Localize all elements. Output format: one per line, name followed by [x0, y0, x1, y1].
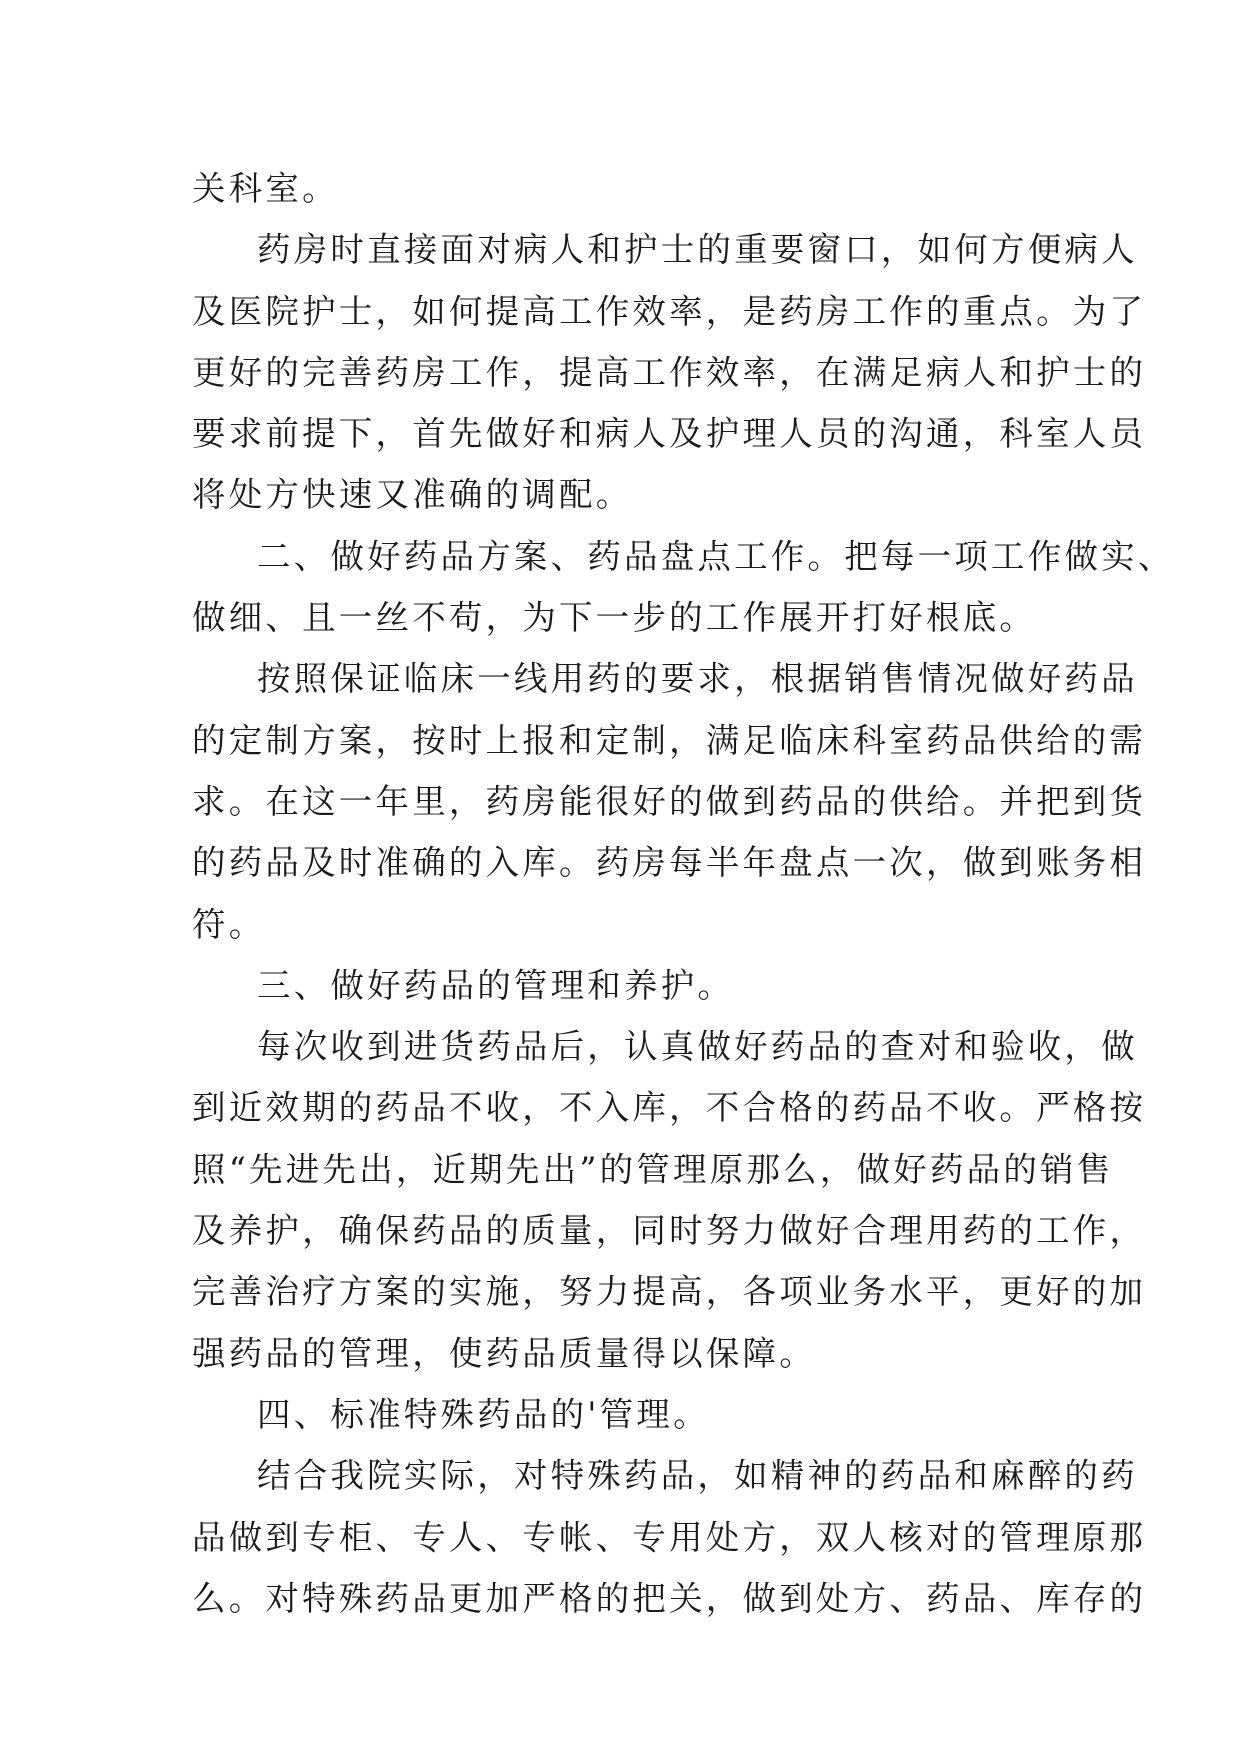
text-line: 符。 [192, 904, 266, 944]
text-line: 要求前提下，首先做好和病人及护理人员的沟通，科室人员 [192, 414, 1147, 454]
text-line: 的定制方案，按时上报和定制，满足临床科室药品供给的需 [192, 720, 1147, 760]
text-line: 每次收到进货药品后，认真做好药品的查对和验收，做 [257, 1027, 1138, 1067]
text-line: 求。在这一年里，药房能很好的做到药品的供给。并把到货 [192, 781, 1147, 821]
text-line: 品做到专柜、专人、专帐、专用处方，双人核对的管理原那 [192, 1517, 1147, 1557]
text-line: 到近效期的药品不收，不入库，不合格的药品不收。严格按 [192, 1088, 1147, 1128]
text-line: 关科室。 [192, 169, 339, 208]
body-text [192, 158, 1175, 1629]
section-heading: 四、标准特殊药品的'管理。 [257, 1394, 710, 1434]
text-line: 更好的完善药房工作，提高工作效率，在满足病人和护士的 [192, 352, 1147, 392]
text-line: 完善治疗方案的实施，努力提高，各项业务水平，更好的加 [192, 1272, 1147, 1312]
text-line: 结合我院实际，对特殊药品，如精神的药品和麻醉的药 [257, 1456, 1138, 1496]
text-line: 及医院护士，如何提高工作效率，是药房工作的重点。为了 [192, 291, 1147, 331]
text-line: 么。对特殊药品更加严格的把关，做到处方、药品、库存的 [192, 1578, 1147, 1618]
text-line: 照“先进先出，近期先出”的管理原那么，做好药品的销售 [192, 1149, 1114, 1189]
text-line: 药房时直接面对病人和护士的重要窗口，如何方便病人 [257, 230, 1138, 270]
text-line: 强药品的管理，使药品质量得以保障。 [192, 1333, 816, 1373]
text-line: 按照保证临床一线用药的要求，根据销售情况做好药品 [257, 659, 1138, 699]
text-line: 将处方快速又准确的调配。 [192, 475, 633, 515]
section-heading: 二、做好药品方案、药品盘点工作。把每一项工作做实、 [257, 536, 1175, 576]
section-heading: 三、做好药品的管理和养护。 [257, 965, 735, 1005]
text-line: 及养护，确保药品的质量，同时努力做好合理用药的工作， [192, 1211, 1147, 1251]
text-line: 的药品及时准确的入库。药房每半年盘点一次，做到账务相 [192, 843, 1147, 883]
text-line: 做细、且一丝不苟，为下一步的工作展开打好根底。 [192, 598, 1037, 638]
